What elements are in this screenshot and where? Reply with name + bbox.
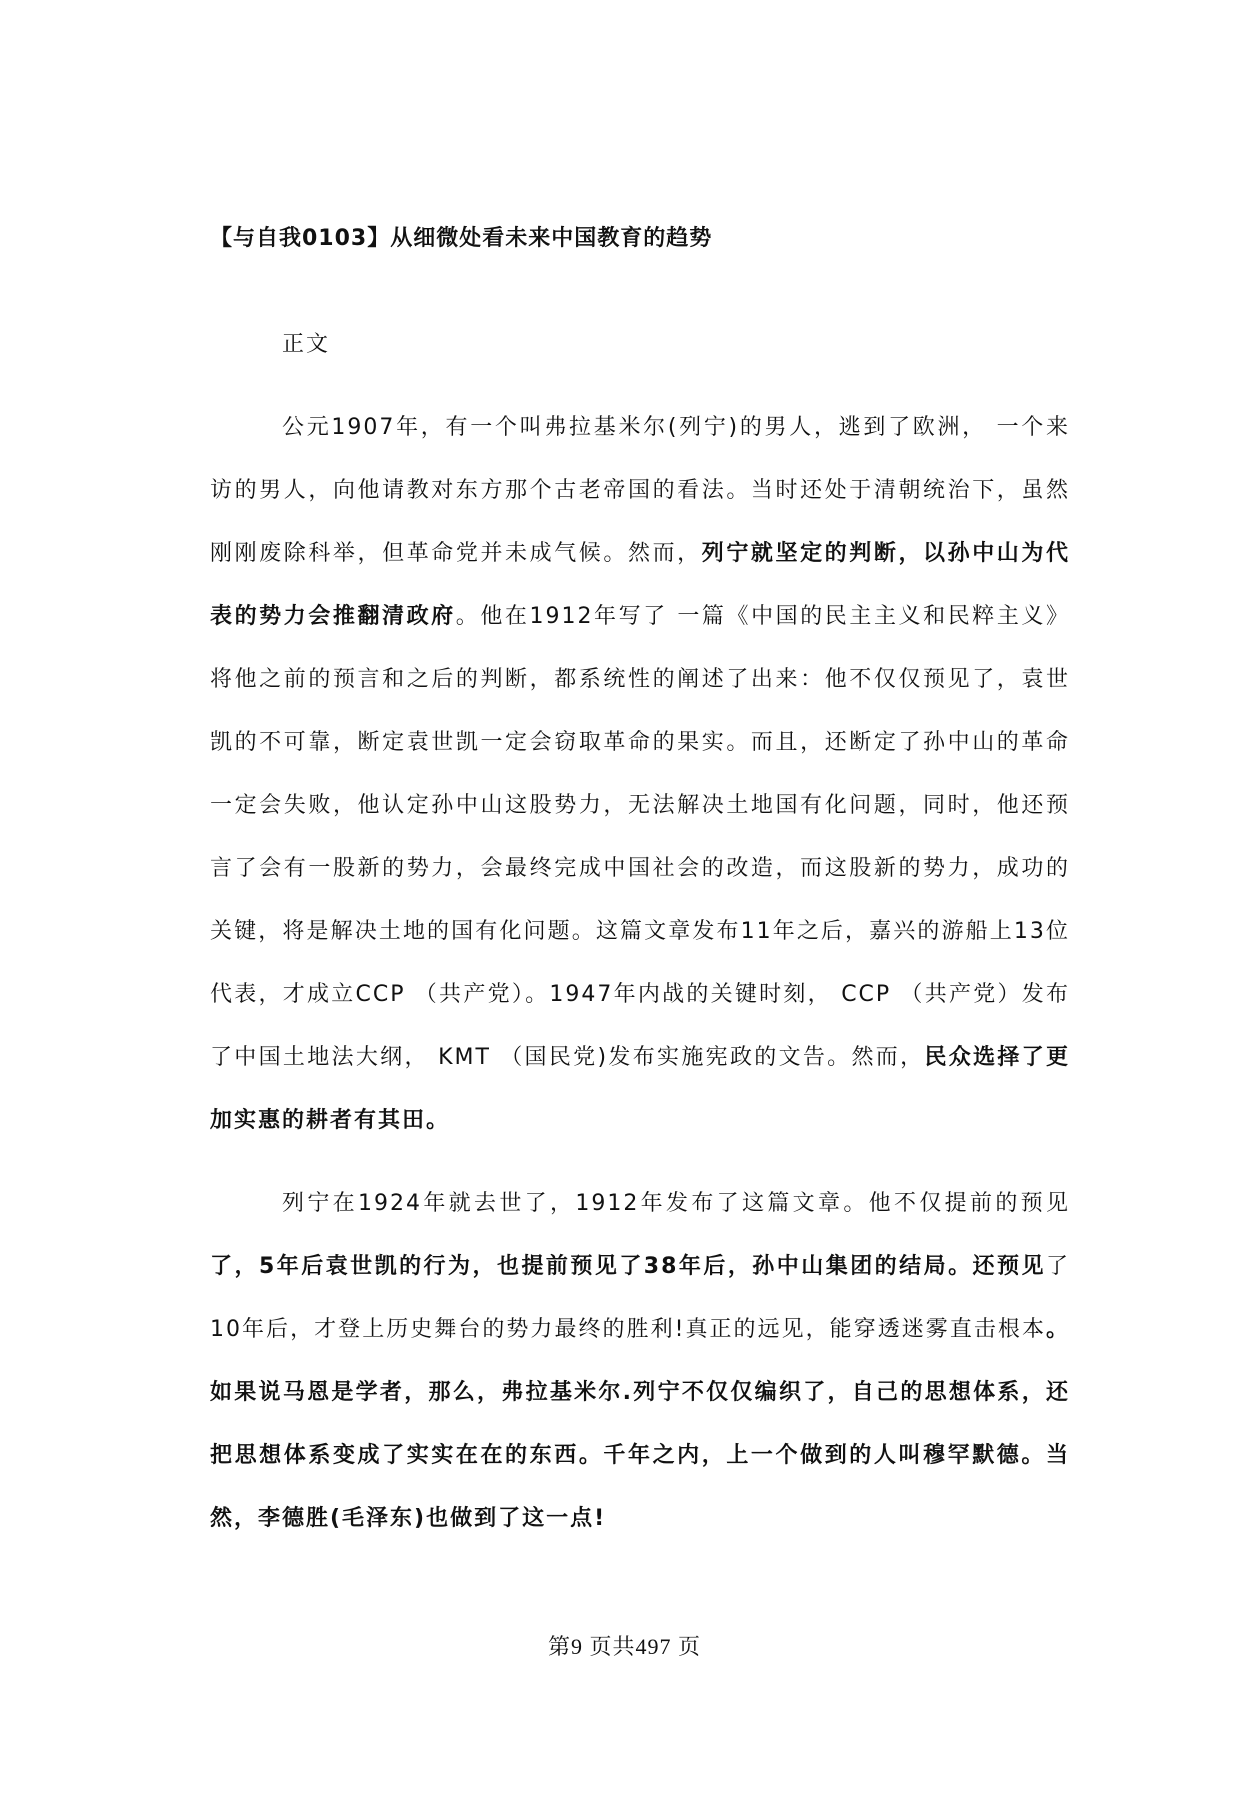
paragraph-text: 列宁在1924年就去世了，1912年发布了这篇文章。他不仅提前的预见 xyxy=(282,1191,1070,1216)
page-footer: 第9 页共497 页 xyxy=(547,1634,701,1659)
body-paragraph-2 xyxy=(210,1172,1070,1550)
bold-text: 民众选择了更加实惠的耕者有其田。 xyxy=(210,1045,1070,1133)
body-paragraph-1 xyxy=(210,396,1070,1152)
paragraph-text: 了10年后，才登上历史舞台的势力最终的胜利!真正的远见，能穿透迷雾直击根本 xyxy=(210,1254,1070,1342)
section-label: 正文 xyxy=(282,332,331,357)
paragraph-text: 公元1907年，有一个叫弗拉基米尔(列宁)的男人，逃到了欧洲， 一个来访的男人，向他请教对东方那个古老帝国的看法。当时还处于清朝统治下，虽然刚刚废除科举，但革命党并未成气候。然而， xyxy=(210,415,1070,566)
bold-text: 列宁就坚定的判断，以孙中山为代表的势力会推翻清政府 xyxy=(210,541,1070,629)
bold-text: 。如果说马恩是学者，那么，弗拉基米尔.列宁不仅仅编织了，自己的思想体系，还把思想体系变成了实实在在的东西。千年之内，上一个做到的人叫穆罕默德。当然，李德胜(毛泽东)也做到了这一点! xyxy=(210,1317,1070,1531)
bold-text: 了，5年后袁世凯的行为，也提前预见了38年后，孙中山集团的结局。还预见 xyxy=(210,1254,1046,1279)
paragraph-text: 。他在1912年写了 一篇《中国的民主主义和民粹主义》将他之前的预言和之后的判断，都系统性的阐述了出来：他不仅仅预见了，袁世凯的不可靠，断定袁世凯一定会窃取革命的果实。而且，还断定了孙中山的革命一定会失败，他认定孙中山这股势力，无法解决土地国有化问题，同时，他还预言了会有一股新的势力，会最终完成中国社会的改造，而这股新的势力，成功的关键，将是解决土地的国有化问题。这篇文章发布11年之后，嘉兴的游船上13位代表，才成立CCP （共产党）。1947年内战的关键时刻， CCP （共产党）发布了中国土地法大纲， KMT （国民党)发布实施宪政的文告。然而， xyxy=(210,604,1070,1070)
document-title: 【与自我0103】从细微处看未来中国教育的趋势 xyxy=(210,226,713,251)
